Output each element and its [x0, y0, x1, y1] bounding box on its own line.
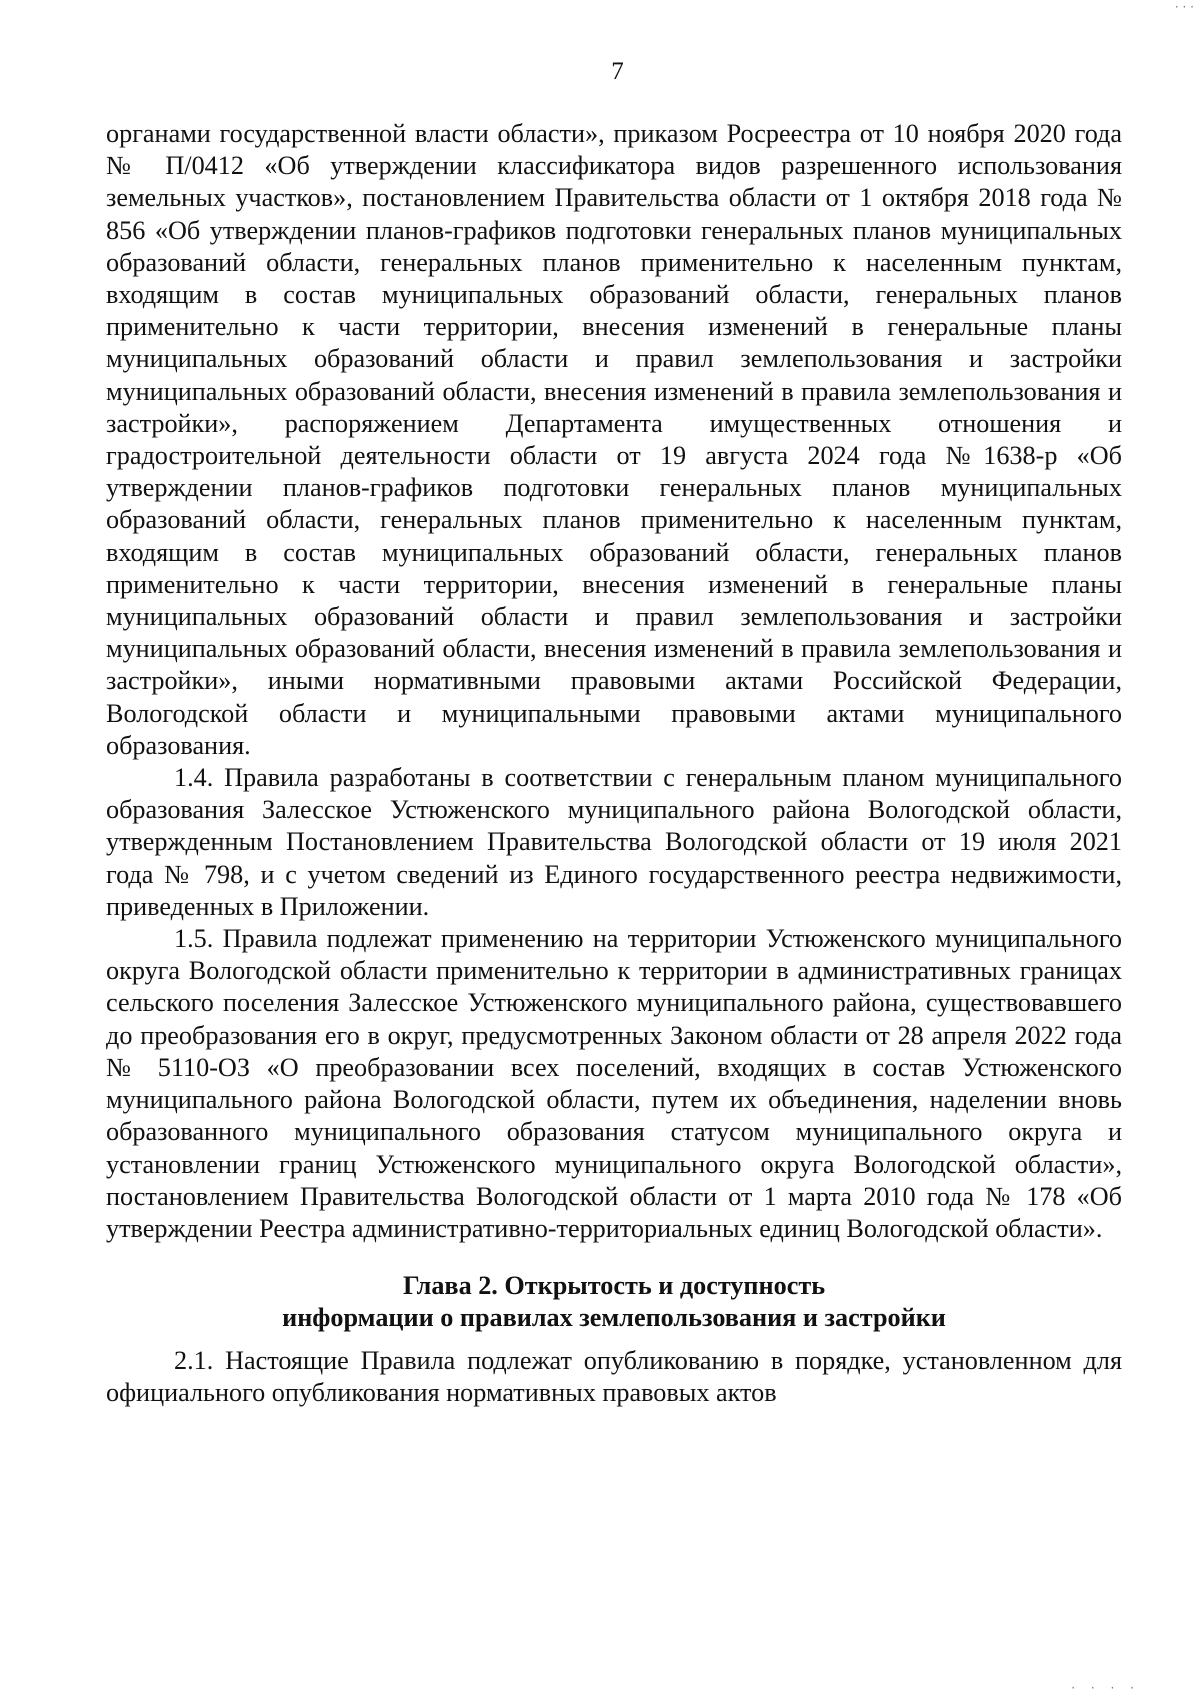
paragraph-legal-basis: органами государственной власти области», приказом Росреестра от 10 ноября 2020 года № П/0412 «Об утверждении классификатора видов разрешенного использования земельных участков», постановлением Правительства области от 1 октября 2018 года № 856 «Об утверждении планов-графиков подготовки генеральных планов муниципальных образований области, генеральных планов применительно к населенным пунктам, входящим в состав муниципальных образований области, генеральных планов применительно к части территории, внесения изменений в генеральные планы муниципальных образований области и правил землепользования и застройки муниципальных образований области, внесения изменений в правила землепользования и застройки», распоряжением Департамента имущественных отношения и градостроительной деятельности области от 19 августа 2024 года №1638-р «Об утверждении планов-графиков подготовки генеральных планов муниципальных образований области, генеральных планов применительно к населенным пунктам, входящим в состав муниципальных образований области, генеральных планов применительно к части территории, внесения изменений в генеральные планы муниципальных образований области и правил землепользования и застройки муниципальных образований области, внесения изменений в правила землепользования и застройки», иными нормативными правовыми актами Российской Федерации, Вологодской области и муниципальными правовыми актами муниципального образования.	[106, 119, 1122, 760]
document-body	[106, 118, 1122, 1409]
page-number: 7	[611, 58, 624, 85]
paragraph-1-4: 1.4. Правила разработаны в соответствии с генеральным планом муниципального образования Залесское Устюженского муниципального района Вологодской области, утвержденным Постановлением Правительства Вологодской области от 19 июля 2021 года № 798, и с учетом сведений из Единого государственного реестра недвижимости, приведенных в Приложении.	[106, 763, 1122, 921]
chapter-2-heading	[106, 1270, 1122, 1334]
paragraph-1-5: 1.5. Правила подлежат применению на территории Устюженского муниципального округа Вологодской области применительно к территории в административных границах сельского поселения Залесское Устюженского муниципального района, существовавшего до преобразования его в округ, предусмотренных Законом области от 28 апреля 2022 года № 5110-ОЗ «О преобразовании всех поселений, входящих в состав Устюженского муниципального района Вологодской области, путем их объединения, наделении вновь образованного муниципального образования статусом муниципального округа и установлении границ Устюженского муниципального округа Вологодской области», постановлением Правительства Вологодской области от 1 марта 2010 года № 178 «Об утверждении Реестра административно-территориальных единиц Вологодской области».	[106, 924, 1122, 1243]
scan-artifact-top: · · ·	[1174, 0, 1194, 14]
paragraph-2-1: 2.1. Настоящие Правила подлежат опубликованию в порядке, установленном для официального опубликования нормативных правовых актов	[106, 1345, 1122, 1407]
chapter-2-heading-line1: Глава 2. Открытость и доступность	[402, 1271, 826, 1301]
chapter-2-heading-line2: информации о правилах землепользования и застройки	[282, 1303, 946, 1333]
scan-artifact-bottom: · · · ·	[1071, 1681, 1140, 1695]
